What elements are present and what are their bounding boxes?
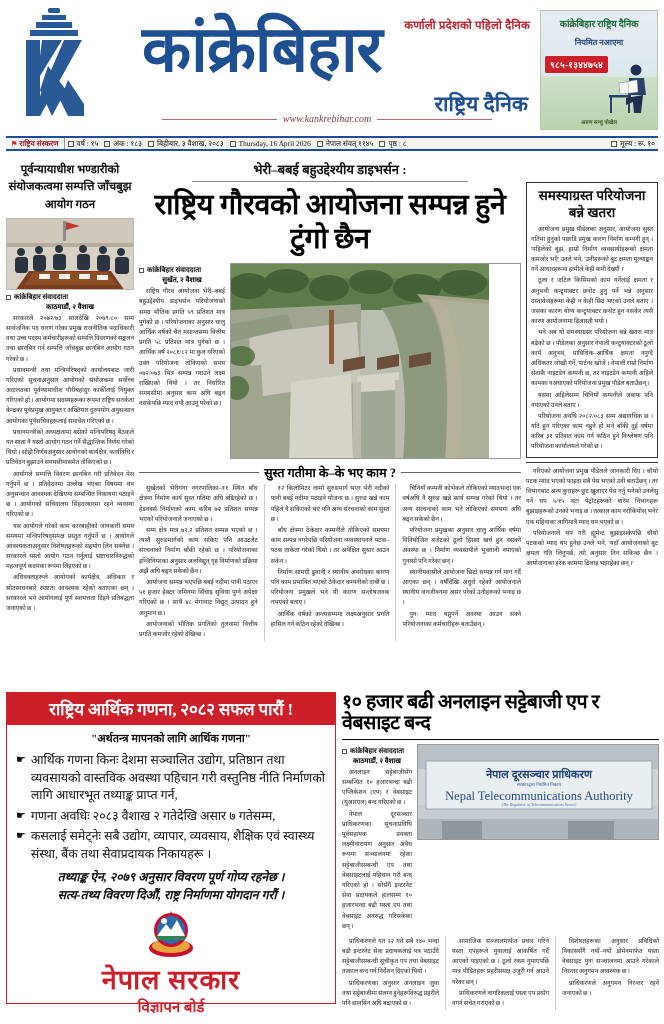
paragraph: प्राधिकरणले नागरिकलाई यस्ता एप प्रयोग नगर्न सचेत गराएको छ । — [452, 989, 549, 1007]
info-item-price — [608, 139, 658, 149]
right-story-box — [526, 182, 658, 458]
crosshead-text: सुस्त गतीमा के–के भए काम ? — [264, 466, 396, 481]
bullet-box-icon — [230, 141, 236, 147]
edition-label — [6, 138, 65, 149]
bullet-box-icon — [148, 141, 154, 147]
government-name: नेपाल सरकार — [101, 965, 241, 996]
nta-building-signboard-photo — [417, 744, 659, 840]
info-item-nepal-samvat — [314, 139, 377, 149]
masthead — [6, 4, 658, 134]
paragraph: आयोजनाको भौतिक प्रगतिको तुलनामा वित्तीय प्रगति कमजोर रहेको देखिन्छ । — [139, 620, 258, 638]
left-column — [6, 156, 134, 686]
bottom-right-lower-columns — [342, 937, 659, 1010]
mid-story-dateline: सुर्खेत, २ वैशाख — [162, 276, 202, 285]
paragraph: प्राधिकरणले गत २२ गते सबै १४० भन्दा बढी इन्टरनेट सेवा प्रदायकलाई पत्र पठाउँदै सट्टेबाजीसम्बन्धी सूचीकृत एप तथा वेबसाइट तत्काल बन्द गर्न निर्देशन दिएको थियो । — [342, 937, 439, 976]
info-label: Thursday, 16 April 2026 — [238, 139, 311, 148]
website-url[interactable]: www.kankrebihar.com — [282, 114, 372, 125]
info-item-issue — [101, 139, 145, 149]
bottom-right-intro — [342, 768, 412, 932]
nepal-government-emblem-icon — [144, 908, 198, 960]
info-label: अंक : १८३ — [113, 138, 142, 148]
paragraph: परियोजनाले थप गरी ह्युमेन्ट बुझाइसकेपछि चौथो पटकको म्याद थप हुनेछ उनले भने, 'यदाँ आयोजनाको बुट क्षमता गति लिनुपर्छ, त्यो अनुसार तिन सकिन्छ छैन । आयोजनाका हरेक काममा ढिलाइ भइरहेका छन् ।' — [526, 529, 658, 568]
left-story-byline — [6, 293, 134, 302]
lead-top-flex — [139, 263, 521, 459]
bullet-box-icon — [611, 141, 617, 147]
paragraph: आयोगले सम्पत्ति विवरण छानबिन गरी प्रतिवेदन पेस गर्नुपर्ने छ । प्रतिवेदनमा उल्लेख भएका विषयमा थप अनुसन्धान आवश्यक देखिएमा सम्बन्धित निकायमा पठाइने छ । आयोगको सचिवालय सिंहदरबारमा रहने व्यवस्था गरिएको छ । — [6, 470, 134, 519]
paragraph: राष्ट्रिय गौरव आयोजना भेरी–बबई बहुउद्देश्यीय डाइभर्सन परियोजनाको समग्र भौतिक प्रगति ५९ प्रतिशत मात्र पुगेको छ । परियोजनाका अनुसार चालु आर्थिक वर्षको चैत मसान्तसम्म वित्तीय प्रगति ५८ प्रतिशत मात्र पुगेको छ । आर्थिक वर्ष २०८१/८२ मा कुल गरिएको उक्त परियोजना तोकिएको समय ०७२/०७३ भित्र सम्पन्न गराउने लक्ष्य राखिएको थियो । तर निर्धारित समयसीमा अनुसार काम अघि बढ्न नसकेपछि म्याद थप्दै आउनु परेको छ । — [139, 288, 225, 408]
ad-body — [7, 725, 335, 1021]
paragraph: पुन: म्याद थप्नुपर्ने अवस्था आउन सक्ने परियोजनाका कर्मचारीहरू बताउँछन् । — [402, 610, 522, 628]
crosshead-rule-right — [401, 472, 521, 473]
government-department: विज्ञापन बोर्ड — [137, 1000, 205, 1017]
lead-kicker: भेरी–बबई बहुउद्देश्यीय डाइभर्सन : — [192, 160, 467, 182]
ad-bullet-text: आर्थिक गणना किनः देशमा सञ्चालित उद्योग, प्रतिष्ठान तथा व्यवसायको वास्तविक अवस्था पहिचान गरी वस्तुनिष्ठ नीति निर्माणको लागि आधारभूत तथ्याङ्क प्राप्त गर्न, — [30, 753, 325, 803]
edition-text: राष्ट्रिय संस्करण — [19, 138, 59, 148]
info-item-english-date — [227, 139, 314, 148]
reading-man-icon — [607, 61, 651, 115]
ad-bullet-text: गणना अवधिः २०८३ वैशाख २ गतेदेखि असार ७ गतेसम्म, — [30, 808, 276, 823]
right-story-extra — [526, 467, 658, 570]
byline-text: कांक्रेबिहार संवाददाता — [147, 266, 202, 275]
flag-icon: ⚑ — [11, 139, 18, 148]
svg-text:(The Regulator of Telecommunic: (The Regulator of Telecommunications Sector) — [501, 801, 577, 807]
left-story-dateline: काठमाडौं, २ वैशाख — [46, 302, 94, 311]
bullet-box-icon — [68, 141, 74, 147]
pointing-hand-icon: ☛ — [16, 809, 26, 822]
dam-construction-photo — [230, 263, 521, 459]
ad-title: कांक्रेबिहार राष्ट्रिय दैनिक — [559, 20, 639, 30]
nta-photo-graphic — [418, 745, 658, 840]
ad-bullet-item — [16, 808, 326, 826]
column-divider — [264, 484, 265, 641]
mid-story-columns — [139, 484, 521, 641]
paragraph: अधिवक्ताहरूले आयोगको कार्यक्षेत्र, अधिकार र स्रोतसाधनबारे स्पष्टता आवश्यक रहेको बताएका छन् । सरकारले भने आयोगलाई पूर्ण स्वायत्तता दिइने प्रतिबद्धता जनाएको छ । — [6, 574, 134, 612]
paragraph: सम्म क्षेत्र मात्र ७२.२ प्रतिशत सम्पन्न भएको छ । त्यस्तै सुरुङमार्गको काम सकिए पनि आउटलेट संरचनाको निर्माण बाँकी रहेको छ । परियोजनाका इन्जिनियरका अनुसार जलविद्युत् गृह निर्माणको प्रक्रिया अझै अघि बढ्न सकेको छैन । — [139, 527, 258, 575]
lower-column-3 — [562, 937, 659, 1010]
paragraph: भने अब यो समस्याग्रस्त परियोजना बन्ने खतरा मात्र बढेको छ । पौडेलका अनुसार नेपाली कन्ट्र्याक्टरको ठूलो कार्य अनुभव, प्राविधिक–आर्थिक क्षमता नपुग्दै अधिकतर जोखी गर्ने, पार्टनर खोजे । नेपाली राम्रो निर्माण सेवाकै नाइटडेन कम्पनी छ, तर नाइटडेन कम्पनी अहिले कामका नअघाएको परियोजना प्रमुख पौडेल बताउँछन् । — [531, 329, 653, 388]
paragraph: सामाजिक सञ्जालमार्फत प्रचार गरिने यस्ता एपहरूले युवालाई आकर्षित गर्दै आएको पाइएको छ । ठूलो रकम गुमाएपछि मात्र पीडितहरू प्रहरीसमक्ष उजुरी गर्न आउने गरेका छन् । — [452, 937, 549, 986]
paragraph: विशेषज्ञहरूका अनुसार प्रविधिको विकाससँगै नयाँ–नयाँ डोमेनमार्फत यस्ता वेबसाइट पुनः सञ्चालनमा आउने गरेकाले निरन्तर अनुगमन आवश्यक छ । — [562, 937, 659, 976]
bottom-right-headline[interactable]: १० हजार बढी अनलाइन सट्टेबाजी एप र वेबसाइट बन्द — [342, 692, 659, 740]
info-items-list — [65, 139, 659, 149]
paragraph: चिनियाँ कम्पनी कोभेकले तोकिएको म्यादभन्दा एक वर्षअघि नै सुरुङ खन्ने कार्य सम्पन्न गरेको थियो । तर अन्य संरचनाको काम भने तोकिएको समयमा अघि बढ्न सकेको छैन । — [402, 485, 522, 523]
paragraph: यस आयोगले गरेको काम कारबाहीको जानकारी समय समयमा मन्त्रिपरिषद्समक्ष प्रस्तुत गर्नुपर्ने छ । आयोगले आवश्यकताअनुसार विशेषज्ञहरूको सहयोग लिन सक्नेछ । सरकारले यस्तो आयोग गठन गर्नुलाई भ्रष्टाचारविरुद्धको महत्वपूर्ण कदमका रूपमा लिइएको छ । — [6, 522, 134, 571]
meeting-photo-graphic — [7, 219, 133, 290]
paragraph: आयोजना प्रमुख पौडेलका अनुसार, आयोजना सुस्त गतिमा हुनुको पछाडि प्रमुख कारण निर्माण कम्पनी हुन् । 'पहिलेको बुझ, हाम्रो निर्माण व्यवसायीहरूको क्षमता कमजोर भएँ' उनले भने, 'उनीहरूको बुट क्षमता मूल्याङ्कन गर्ने आधारहरूमा हामीले केही कमी देख्यौं ।' — [531, 225, 653, 274]
mid-column-2 — [271, 484, 390, 641]
paragraph: अनलाइन सट्टेबाजीसँग सम्बन्धित १० हजारभन्दा बढी एप्लिकेशन (एप) र वेबसाइट (युआरएल) बन्द गरिएको छ । — [342, 768, 412, 807]
lower-column-1 — [342, 937, 439, 1010]
ad-italic-line: सत्य-तथ्य विवरण दिऔं, राष्ट्र निर्माणमा योगदान गरौं । — [57, 887, 285, 902]
byline-box-icon — [139, 268, 144, 273]
left-story-body — [6, 314, 134, 614]
paragraph: स्थानीयवासीले आयोजना छिटो सम्पन्न गर्न माग गर्दै आएका छन् । वर्षौंदेखि अधुरो रहेको आयोजनाले स्थानीय जनजीवनमा असर परेको उनीहरूको भनाइ छ । — [402, 568, 522, 607]
paragraph: नेपाल दूरसञ्चार प्राधिकरणका सूचनाप्रविधि पूर्वसहायक प्रवक्ता लक्ष्मीनारायण अनुसार अवैध रूपमा सञ्चालनमा रहेका सट्टेबाजीसम्बन्धी एप तथा वेबसाइटलाई पहिचान गरी बन्द गरिएको हो । सोसँगै इन्टरनेट सेवा प्रदायकले हालसम्म १० हजारभन्दा बढी यस्ता एप तथा वेबसाइट अवरुद्ध गरिसकेका छन् । — [342, 810, 412, 930]
lower-column-2 — [452, 937, 549, 1010]
paragraph: १२ किलोमिटर लामो सुरुङमार्ग भएर भेरी नदीको पानी बबई नदीमा पठाइने योजना छ । सुरुङ खन्ने काम पहिले नै सकिएको भए पनि अन्य संरचनाको काम सुस्त छ । — [270, 485, 390, 523]
paragraph: यसमा अहिलेसम्म चिनियाँ कम्पनीले जबाफ पनि नपाएको उनले बताए । — [531, 391, 653, 409]
mid-column-1 — [139, 484, 258, 641]
column-divider — [555, 937, 556, 1010]
info-label: बिहीबार, ३ वैशाख, २०८३ — [156, 138, 224, 148]
right-story-body — [531, 225, 653, 453]
pointing-hand-icon: ☛ — [16, 830, 26, 843]
pagoda-k-logo-icon — [6, 4, 102, 128]
bottom-right-top-flex — [342, 744, 659, 933]
rule-right — [377, 119, 492, 120]
paragraph: प्रधानमन्त्री तथा मन्त्रिपरिषद्को कार्यालयबाट जारी गरिएको सूचनाअनुसार आयोगको संयोजकमा सर्वोच्च अदालतका पूर्वन्यायाधीश गौरीबहादुर कार्कीलाई नियुक्त गरिएको हो । आयोगमा सदस्यहरूका रूपमा राष्ट्रिय सतर्कता केन्द्रका पूर्वप्रमुख आयुक्त र अख्तियार दुरुपयोग अनुसन्धान आयोगका पूर्वसचिवहरूलाई समावेश गरिएको छ । — [6, 366, 134, 425]
paragraph: प्रधानमन्त्रीको अध्यक्षतामा बसेको मन्त्रिपरिषद् बैठकले गत साता नै यस्तो आयोग गठन गर्ने सैद्धान्तिक निर्णय गरेको थियो । सोही निर्णयअनुसार आयोगको कार्यक्षेत्र, कार्यविधि र प्रतिवेदन बुझाउने समयसीमासमेत तोकिएको छ । — [6, 428, 134, 467]
info-label: वर्ष : १५ — [76, 138, 99, 148]
right-column-spacer — [526, 156, 658, 182]
rule-left — [162, 119, 277, 120]
bullet-box-icon — [317, 141, 323, 147]
government-branding — [16, 908, 326, 1017]
paragraph: गरिएको आयोजना प्रमुख पौडेलले जानकारी दिए । चौथो पटक म्याद भएको फाइदा सबै पेस भएको उनी बताउँछन् । तर विभागबाट अन्य कुराहरू छुट खुलाएर पेस गर्नु भनेको उनलेसु गर्ने थप ५/१५ वटा पेट्रोटहरूको बारेम विभागहरू बुझाइहरूको उनको भनाइ छ । तत्काल काम नरोकियोस् भनेर एक महिनाका लागिमात्रै म्याद थप भएको छ । — [526, 467, 658, 526]
middle-column — [139, 156, 521, 686]
column-divider — [395, 484, 396, 641]
lead-headline[interactable]: राष्ट्रिय गौरवको आयोजना सम्पन्न हुने टुंगो छैन — [154, 190, 506, 255]
svg-text:नेपाल दूरसञ्चार प्राधिकरण: नेपाल दूरसञ्चार प्राधिकरण — [486, 768, 592, 781]
government-advertisement[interactable] — [6, 692, 336, 1017]
paragraph: बाँध क्षेत्रमा ठेकेदार कम्पनीले तोकिएको समयमा काम सम्पन्न नगरेपछि परियोजना व्यवस्थापनले पटक–पटक ताकेता गरेको थियो । तर अपेक्षित सुधार आउन सकेन । — [270, 527, 390, 565]
bullet-box-icon — [104, 141, 110, 147]
byline-box-icon — [6, 295, 11, 300]
ad-bullet-item — [16, 752, 326, 805]
info-label: पृष्ठ : ८ — [388, 138, 407, 148]
paragraph: प्राधिकरणका अनुसार अनलाइन जुवा तथा सट्टेबाजीमा संलग्न हुनेहरूविरुद्ध प्रहरीले पनि छानबिन अघि बढाएको छ । — [342, 979, 439, 1007]
column-divider — [445, 937, 446, 1010]
info-label: नेपाल संवत् ११४५ — [325, 138, 374, 148]
bottom-right-byline — [342, 747, 412, 756]
dam-photo-graphic — [231, 264, 489, 459]
lead-intro-column — [139, 263, 225, 459]
crosshead-rule-left — [139, 472, 259, 473]
bottom-right-dateline: काठमाडौं, २ वैशाख — [353, 756, 401, 765]
paragraph: ठूला र जटिल किसिमको काम गर्नेलाई क्षमता र अनुभवी कन्ट्र्याक्टर छनोट हुनु पर्ने भन्ने अनुसार दस्तावेजहरूमा केही न केही छिद्र भएको उनले बताए । जसका कारण योग्य कन्ट्र्याक्टर छनोट हुन नसकेर त्यसै कारण आयोजनामा ढिलास्ती भयो । — [531, 277, 653, 326]
meeting-room-photo — [6, 218, 134, 290]
masthead-advertisement[interactable] — [540, 10, 658, 130]
ad-italic-line: तथ्याङ्क ऐन, २०७९ अनुसार विवरण पूर्ण गोप्य रहनेछ । — [57, 869, 285, 884]
paper-subtitle: राष्ट्रिय दैनिक — [434, 92, 528, 116]
ad-bullet-text: कसलाई समेट्नेः सबै उद्योग, व्यापार, व्यवसाय, शैक्षिक एवं स्वास्थ्य संस्था, बैंक तथा सेवाप्रदायक निकायहरू । — [30, 829, 315, 862]
left-story-headline[interactable]: पूर्वन्यायाधीश भण्डारीको संयोजकत्वमा सम्पत्ति जाँचबुझ आयोग गठन — [8, 164, 132, 211]
right-divider — [526, 462, 658, 463]
lower-columns-flex — [342, 937, 659, 1010]
mid-column-3 — [402, 484, 521, 641]
paragraph: परियोजना अवधि २०८२/०८३ सम्म अद्यावधिक छ । यदि हुन गरिएका काम नहुने हो भने बाँकी दुई वर्षमा करिब ३१ प्रतिशत काम गर्न कठिन हुने विश्लेषण पनि परियोजना कार्यालयले गरेको छ । — [531, 412, 653, 451]
paragraph: निर्माण सामग्री ढुवानी र स्थानीय अवरोधका कारण पनि काम प्रभावित भएको ठेकेदार कम्पनीको दाबी छ । परियोजना प्रमुखले भने यी कारण सन्तोषजनक नभएको बताए । — [270, 568, 390, 607]
paragraph: प्राधिकरणले अनुगमन निरन्तर रहने जनाएको छ । — [562, 979, 659, 997]
ad-footer-text: अरुण सन्चु पोखेल — [581, 120, 617, 126]
lead-photo-wrap — [230, 263, 521, 459]
pointing-hand-icon: ☛ — [16, 754, 26, 766]
info-item-year — [65, 139, 102, 149]
svg-text:सरकारद्वारा नियमित निकाय: सरकारद्वारा नियमित निकाय — [516, 781, 562, 787]
paragraph: आयोजना सम्पन्न भएपछि बबई नदीमा पानी पठाएर ५१ हजार हेक्टर जमिनमा सिँचाइ सुविधा पुग्ने अपेक्षा गरिएको छ । साथै ४८ मेगावाट विद्युत् उत्पादन हुने अनुमान छ । — [139, 578, 258, 617]
paragraph: परियोजना प्रमुखका अनुसार चालु आर्थिक वर्षमा विनियोजित बजेटको ठूलो हिस्सा खर्च हुन नसक्ने अवस्था छ । निर्माण व्यवसायीले भुक्तानी नपाएको गुनासो पनि गरेका छन् । — [402, 527, 522, 565]
paragraph: आर्थिक वर्षको अन्त्यसम्ममा लक्ष्यअनुसार प्रगति हासिल गर्न कठिन रहेको देखिन्छ । — [270, 610, 390, 628]
masthead-info-bar — [6, 136, 658, 151]
byline-box-icon — [342, 749, 347, 754]
paper-name: कांक्रेबिहार — [142, 14, 382, 85]
ad-subtitle: नियमित नआएमा — [574, 38, 624, 47]
ad-phone-number[interactable]: ९८५-१३४४७५४ — [545, 56, 608, 73]
info-item-nepali-date — [145, 139, 227, 149]
paragraph: सुर्खेतको भेरीगंगा नगरपालिका–११ स्थित बाँध क्षेत्रमा निर्माण कार्य सुस्त गतिमा अघि बढिरहेको छ । हेडवर्क्स निर्माणको काम करिब ७२ प्रतिशत सम्पन्न भएको परियोजनाले जनाएको छ । — [139, 485, 258, 523]
ad-banner-title: राष्ट्रिय आर्थिक गणना, २०८२ सफल पारौं ! — [7, 693, 335, 725]
newspaper-logo — [6, 4, 102, 128]
bottom-right-story — [342, 692, 659, 1007]
bullet-box-icon — [379, 141, 385, 147]
right-column — [526, 156, 658, 686]
bottom-right-text-column — [342, 744, 412, 933]
mid-story-intro — [139, 287, 225, 409]
main-content — [6, 156, 658, 686]
svg-text:Nepal Telecommunications Autho: Nepal Telecommunications Authority — [445, 788, 633, 803]
info-label: मूल्य : रू. १० — [620, 138, 655, 148]
masthead-tagline: कर्णाली प्रदेशको पहिलो दैनिक — [404, 20, 530, 32]
info-item-pages — [376, 139, 409, 149]
byline-text: कांक्रेबिहार संवाददाता — [14, 292, 69, 301]
ad-bullet-item — [16, 828, 326, 863]
bottom-right-photo-wrap — [417, 744, 659, 933]
bottom-section — [6, 692, 659, 1017]
mid-story-byline — [139, 266, 225, 275]
right-story-headline[interactable]: समस्याग्रस्त परियोजना बन्ने खतरा — [538, 188, 646, 221]
paragraph: सरकारले २०७२/७३ सालदेखि २०७९/८० सम्म सार्वजनिक पद धारण गरेका प्रमुख राजनीतिक पदाधिकारी तथा उच्च पदस्थ कर्मचारीहरूको सम्पत्ति विवरणको सङ्कलन तथा छानबिन गर्न सम्पत्ति जाँचबुझ छानबिन आयोग गठन गरेको छ । — [6, 314, 134, 363]
mid-crosshead — [139, 464, 521, 481]
byline-text: कांक्रेबिहार संवाददाता — [350, 746, 405, 755]
website-rule — [162, 114, 492, 125]
ad-quote: "अर्थतन्त्र मापनको लागि आर्थिक गणना" — [91, 733, 251, 745]
